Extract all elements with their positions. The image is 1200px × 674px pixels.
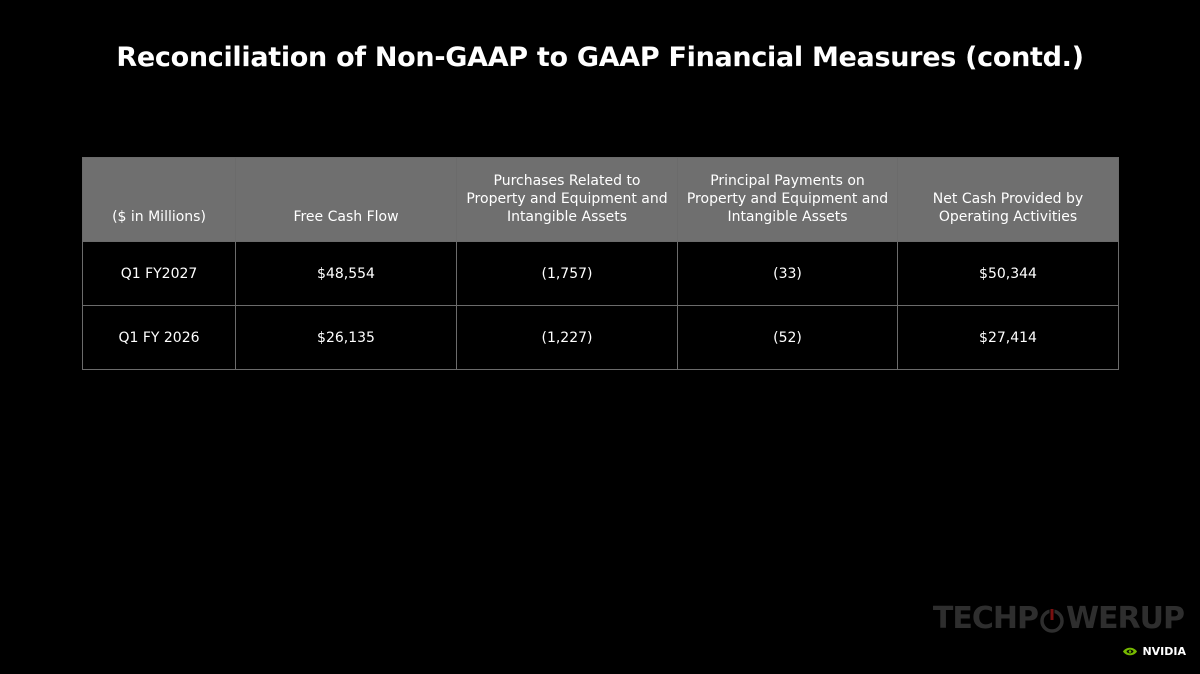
cell-free-cash-flow: $26,135 — [236, 306, 457, 370]
cell-net-cash-operating: $50,344 — [898, 242, 1119, 306]
cell-purchases: (1,227) — [457, 306, 678, 370]
nvidia-eye-icon — [1122, 646, 1138, 657]
header-principal-payments: Principal Payments on Property and Equipment and Intangible Assets — [678, 158, 898, 242]
cell-free-cash-flow: $48,554 — [236, 242, 457, 306]
header-free-cash-flow: Free Cash Flow — [236, 158, 457, 242]
watermark-text-right: WERUP — [1065, 601, 1184, 636]
power-icon — [1039, 606, 1065, 632]
nvidia-wordmark: NVIDIA — [1142, 645, 1186, 658]
table-row — [83, 242, 1119, 306]
nvidia-logo — [1122, 645, 1186, 658]
header-net-cash-operating: Net Cash Provided by Operating Activities — [898, 158, 1119, 242]
watermark-text-left: TECHP — [932, 601, 1038, 636]
slide-title: Reconciliation of Non-GAAP to GAAP Financial Measures (contd.) — [116, 42, 1084, 73]
cell-principal-payments: (33) — [678, 242, 898, 306]
table-header-row — [83, 158, 1119, 242]
header-units: ($ in Millions) — [83, 158, 236, 242]
table-row — [83, 306, 1119, 370]
header-purchases: Purchases Related to Property and Equipment and Intangible Assets — [457, 158, 678, 242]
cell-net-cash-operating: $27,414 — [898, 306, 1119, 370]
cell-period: Q1 FY 2026 — [83, 306, 236, 370]
cell-purchases: (1,757) — [457, 242, 678, 306]
cell-period: Q1 FY2027 — [83, 242, 236, 306]
techpowerup-watermark — [933, 601, 1184, 636]
reconciliation-table — [82, 157, 1119, 370]
cell-principal-payments: (52) — [678, 306, 898, 370]
